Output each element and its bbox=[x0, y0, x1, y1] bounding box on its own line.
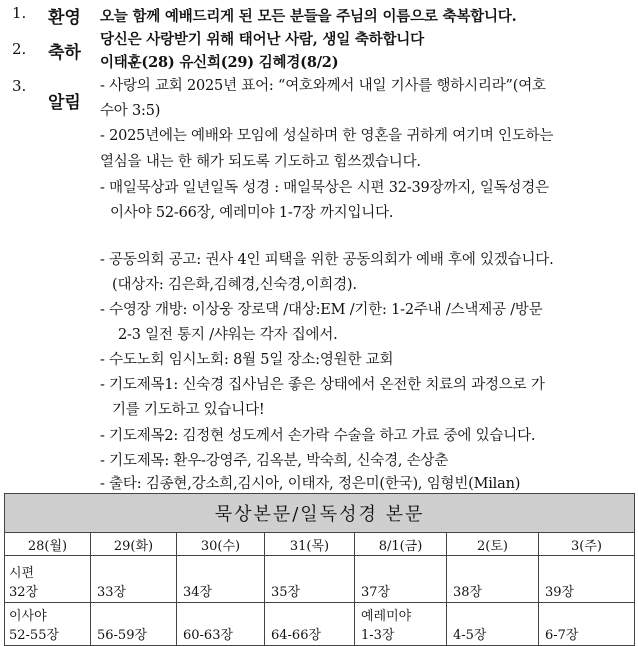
birthday-text: 당신은 사랑받기 위해 태어난 사람, 생일 축하합니다 bbox=[100, 31, 424, 48]
day-header: 2(토) bbox=[447, 533, 539, 556]
section-number-3: 3. bbox=[12, 77, 27, 95]
section-number-2: 2. bbox=[12, 40, 27, 58]
bible-chapter: 1-3장 bbox=[361, 628, 395, 643]
day-header: 8/1(금) bbox=[355, 533, 447, 556]
day-header: 3(주) bbox=[539, 533, 635, 556]
notice-motto: - 사랑의 교회 2025년 표어: “여호와께서 내일 기사를 행하시리라”(여호 bbox=[100, 78, 546, 94]
reading-table bbox=[4, 493, 635, 646]
notice-reading: - 매일묵상과 일년일독 성경 : 매일묵상은 시편 32-39장까지, 일독성경은 bbox=[100, 180, 549, 196]
notice-prayer-list: - 기도제목: 환우-강영주, 김옥분, 박숙희, 신숙경, 손상춘 bbox=[100, 453, 449, 469]
psalms-chapter: 39장 bbox=[539, 556, 635, 603]
bible-row bbox=[5, 603, 635, 646]
psalms-chapter: 35장 bbox=[265, 556, 355, 603]
notice-reading-cont: 이사야 52-66장, 예레미야 1-7장 까지입니다. bbox=[110, 205, 394, 221]
psalms-cell bbox=[5, 556, 91, 603]
notice-pool: - 수영장 개방: 이상웅 장로댁 /대상:EM /기한: 1-2주내 /스낵제공 /방문 bbox=[100, 302, 543, 318]
notice-prayer-2: - 기도제목2: 김정현 성도께서 손가락 수술을 하고 가료 중에 있습니다. bbox=[100, 428, 536, 444]
bible-book-label: 이사야 bbox=[9, 609, 47, 624]
bible-book-label: 예레미야 bbox=[361, 609, 412, 624]
birthday-names: 이태훈(28) 유신희(29) 김혜경(8/2) bbox=[100, 54, 339, 71]
psalms-chapter: 33장 bbox=[91, 556, 177, 603]
psalms-chapter: 34장 bbox=[177, 556, 265, 603]
section-title-welcome: 환영 bbox=[48, 8, 81, 28]
day-header: 28(월) bbox=[5, 533, 91, 556]
welcome-text: 오늘 함께 예배드리게 된 모든 분들을 주님의 이름으로 축복합니다. bbox=[100, 8, 517, 25]
psalms-row bbox=[5, 556, 635, 603]
day-header: 29(화) bbox=[91, 533, 177, 556]
psalms-chapter: 38장 bbox=[447, 556, 539, 603]
notice-away: - 출타: 김종현,강소희,김시아, 이태자, 정은미(한국), 임형빈(Milan) bbox=[100, 476, 521, 492]
psalms-book-label: 시편 bbox=[9, 566, 35, 581]
bible-cell bbox=[5, 603, 91, 646]
bible-cell bbox=[355, 603, 447, 646]
bible-chapter: 4-5장 bbox=[447, 603, 539, 646]
bible-chapter: 56-59장 bbox=[91, 603, 177, 646]
bible-chapter: 64-66장 bbox=[265, 603, 355, 646]
notice-goal-cont: 열심을 내는 한 해가 되도록 기도하고 힘쓰겠습니다. bbox=[100, 154, 421, 170]
notice-congregation-cont: (대상자: 김은화,김혜경,신숙경,이희경). bbox=[112, 277, 357, 293]
bible-chapter: 52-55장 bbox=[9, 628, 60, 643]
psalms-chapter: 32장 bbox=[9, 585, 39, 600]
notice-prayer-1: - 기도제목1: 신숙경 집사님은 좋은 상태에서 온전한 치료의 과정으로 가 bbox=[100, 377, 545, 393]
notice-motto-ref: 수아 3:5) bbox=[100, 103, 161, 119]
reading-table-title: 묵상본문/일독성경 본문 bbox=[5, 494, 635, 533]
notice-pool-cont: 2-3 일전 통지 /샤워는 각자 집에서. bbox=[118, 327, 338, 343]
section-title-birthday: 축하 bbox=[48, 43, 81, 63]
notice-prayer-1-cont: 기를 기도하고 있습니다! bbox=[112, 402, 265, 418]
bible-chapter: 60-63장 bbox=[177, 603, 265, 646]
notice-goal: - 2025년에는 예배와 모임에 성실하며 한 영혼을 귀하게 여기며 인도하는 bbox=[100, 128, 554, 144]
notice-congregation: - 공동의회 공고: 권사 4인 피택을 위한 공동의회가 예배 후에 있겠습니다. bbox=[100, 252, 554, 268]
psalms-chapter: 37장 bbox=[355, 556, 447, 603]
bible-chapter: 6-7장 bbox=[539, 603, 635, 646]
section-number-1: 1. bbox=[12, 4, 27, 22]
day-header: 31(목) bbox=[265, 533, 355, 556]
day-header: 30(수) bbox=[177, 533, 265, 556]
notice-presbytery: - 수도노회 임시노회: 8월 5일 장소:영원한 교회 bbox=[100, 352, 394, 368]
section-title-notices: 알림 bbox=[48, 93, 81, 113]
